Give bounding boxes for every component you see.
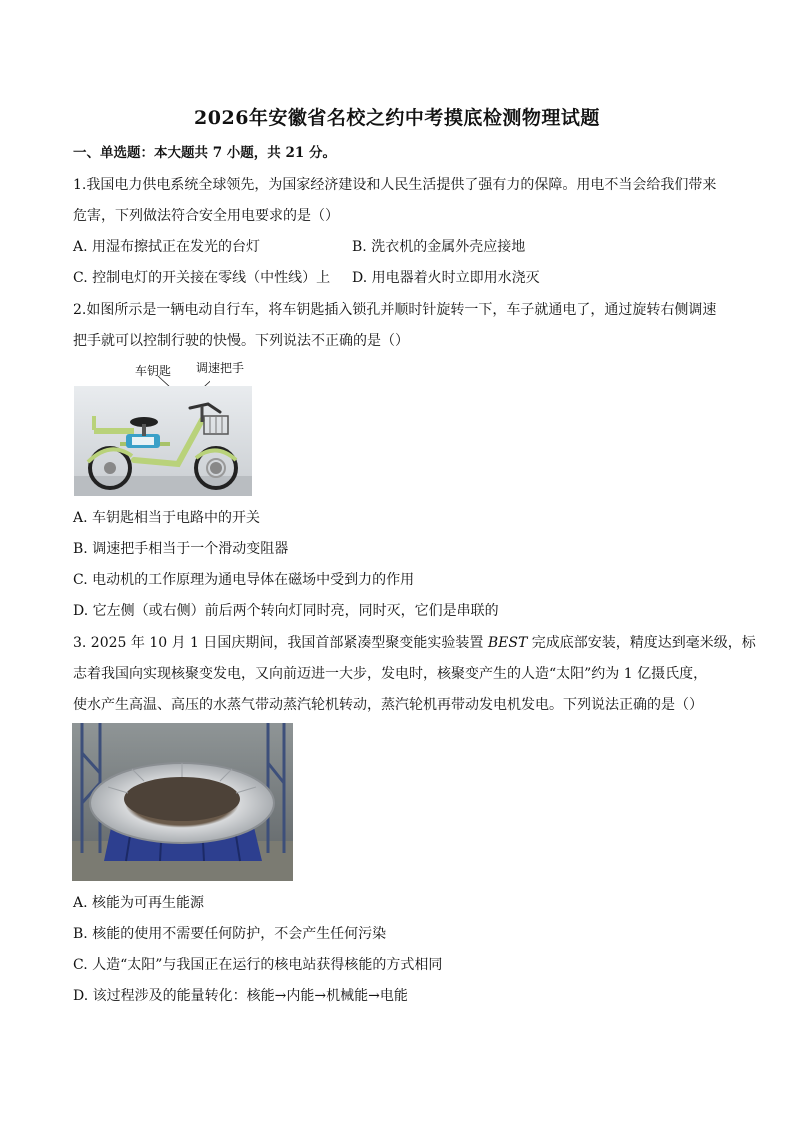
q2-option-d: D. 它左侧（或右侧）前后两个转向灯同时亮，同时灭，它们是串联的 [73,603,499,619]
q2-option-b: B. 调速把手相当于一个滑动变阻器 [73,541,289,557]
section-heading: 一、单选题：本大题共 7 小题，共 21 分。 [73,145,336,161]
q1-option-d: D. 用电器着火时立即用水浇灭 [352,270,540,286]
q2-option-a: A. 车钥匙相当于电路中的开关 [73,510,261,526]
electric-bike-image [74,386,252,496]
fusion-device-image [72,723,293,881]
q3-stem-line1-post: 完成底部安装，精度达到毫米级，标 [527,635,756,651]
q3-stem-line3: 使水产生高温、高压的水蒸气带动蒸汽轮机转动，蒸汽轮机再带动发电机发电。下列说法正确的是（） [73,697,703,713]
bike-handle-label: 调速把手 [196,361,245,375]
q1-option-a: A. 用湿布擦拭正在发光的台灯 [73,239,261,255]
q3-option-b: B. 核能的使用不需要任何防护，不会产生任何污染 [73,926,387,942]
q1-option-b: B. 洗衣机的金属外壳应接地 [352,239,526,255]
q1-stem-line2: 危害，下列做法符合安全用电要求的是（） [73,208,339,224]
q3-stem-line2: 志着我国向实现核聚变发电，又向前迈进一大步，发电时，核聚变产生的人造“太阳”约为 1 亿摄氏度， [73,666,708,682]
q3-device-name: BEST [487,635,528,651]
q3-option-a: A. 核能为可再生能源 [73,895,205,911]
q2-option-c: C. 电动机的工作原理为通电导体在磁场中受到力的作用 [73,572,415,588]
q2-stem-line2: 把手就可以控制行驶的快慢。下列说法不正确的是（） [73,333,409,349]
q2-stem-line1: 2.如图所示是一辆电动自行车，将车钥匙插入锁孔并顺时针旋转一下，车子就通电了，通过旋转右侧调速 [73,302,717,318]
q1-option-c: C. 控制电灯的开关接在零线（中性线）上 [73,270,331,286]
bike-key-label: 车钥匙 [135,364,172,378]
q1-stem-line1: 1.我国电力供电系统全球领先，为国家经济建设和人民生活提供了强有力的保障。用电不当会给我们带来 [73,177,717,193]
q3-stem-line1 [73,633,756,653]
q3-stem-line1-pre: 3. 2025 年 10 月 1 日国庆期间，我国首部紧凑型聚变能实验装置 [73,635,488,651]
q3-option-c: C. 人造“太阳”与我国正在运行的核电站获得核能的方式相同 [73,957,443,973]
q3-option-d: D. 该过程涉及的能量转化：核能→内能→机械能→电能 [73,988,408,1004]
page-title: 2026年安徽省名校之约中考摸底检测物理试题 [194,107,600,129]
